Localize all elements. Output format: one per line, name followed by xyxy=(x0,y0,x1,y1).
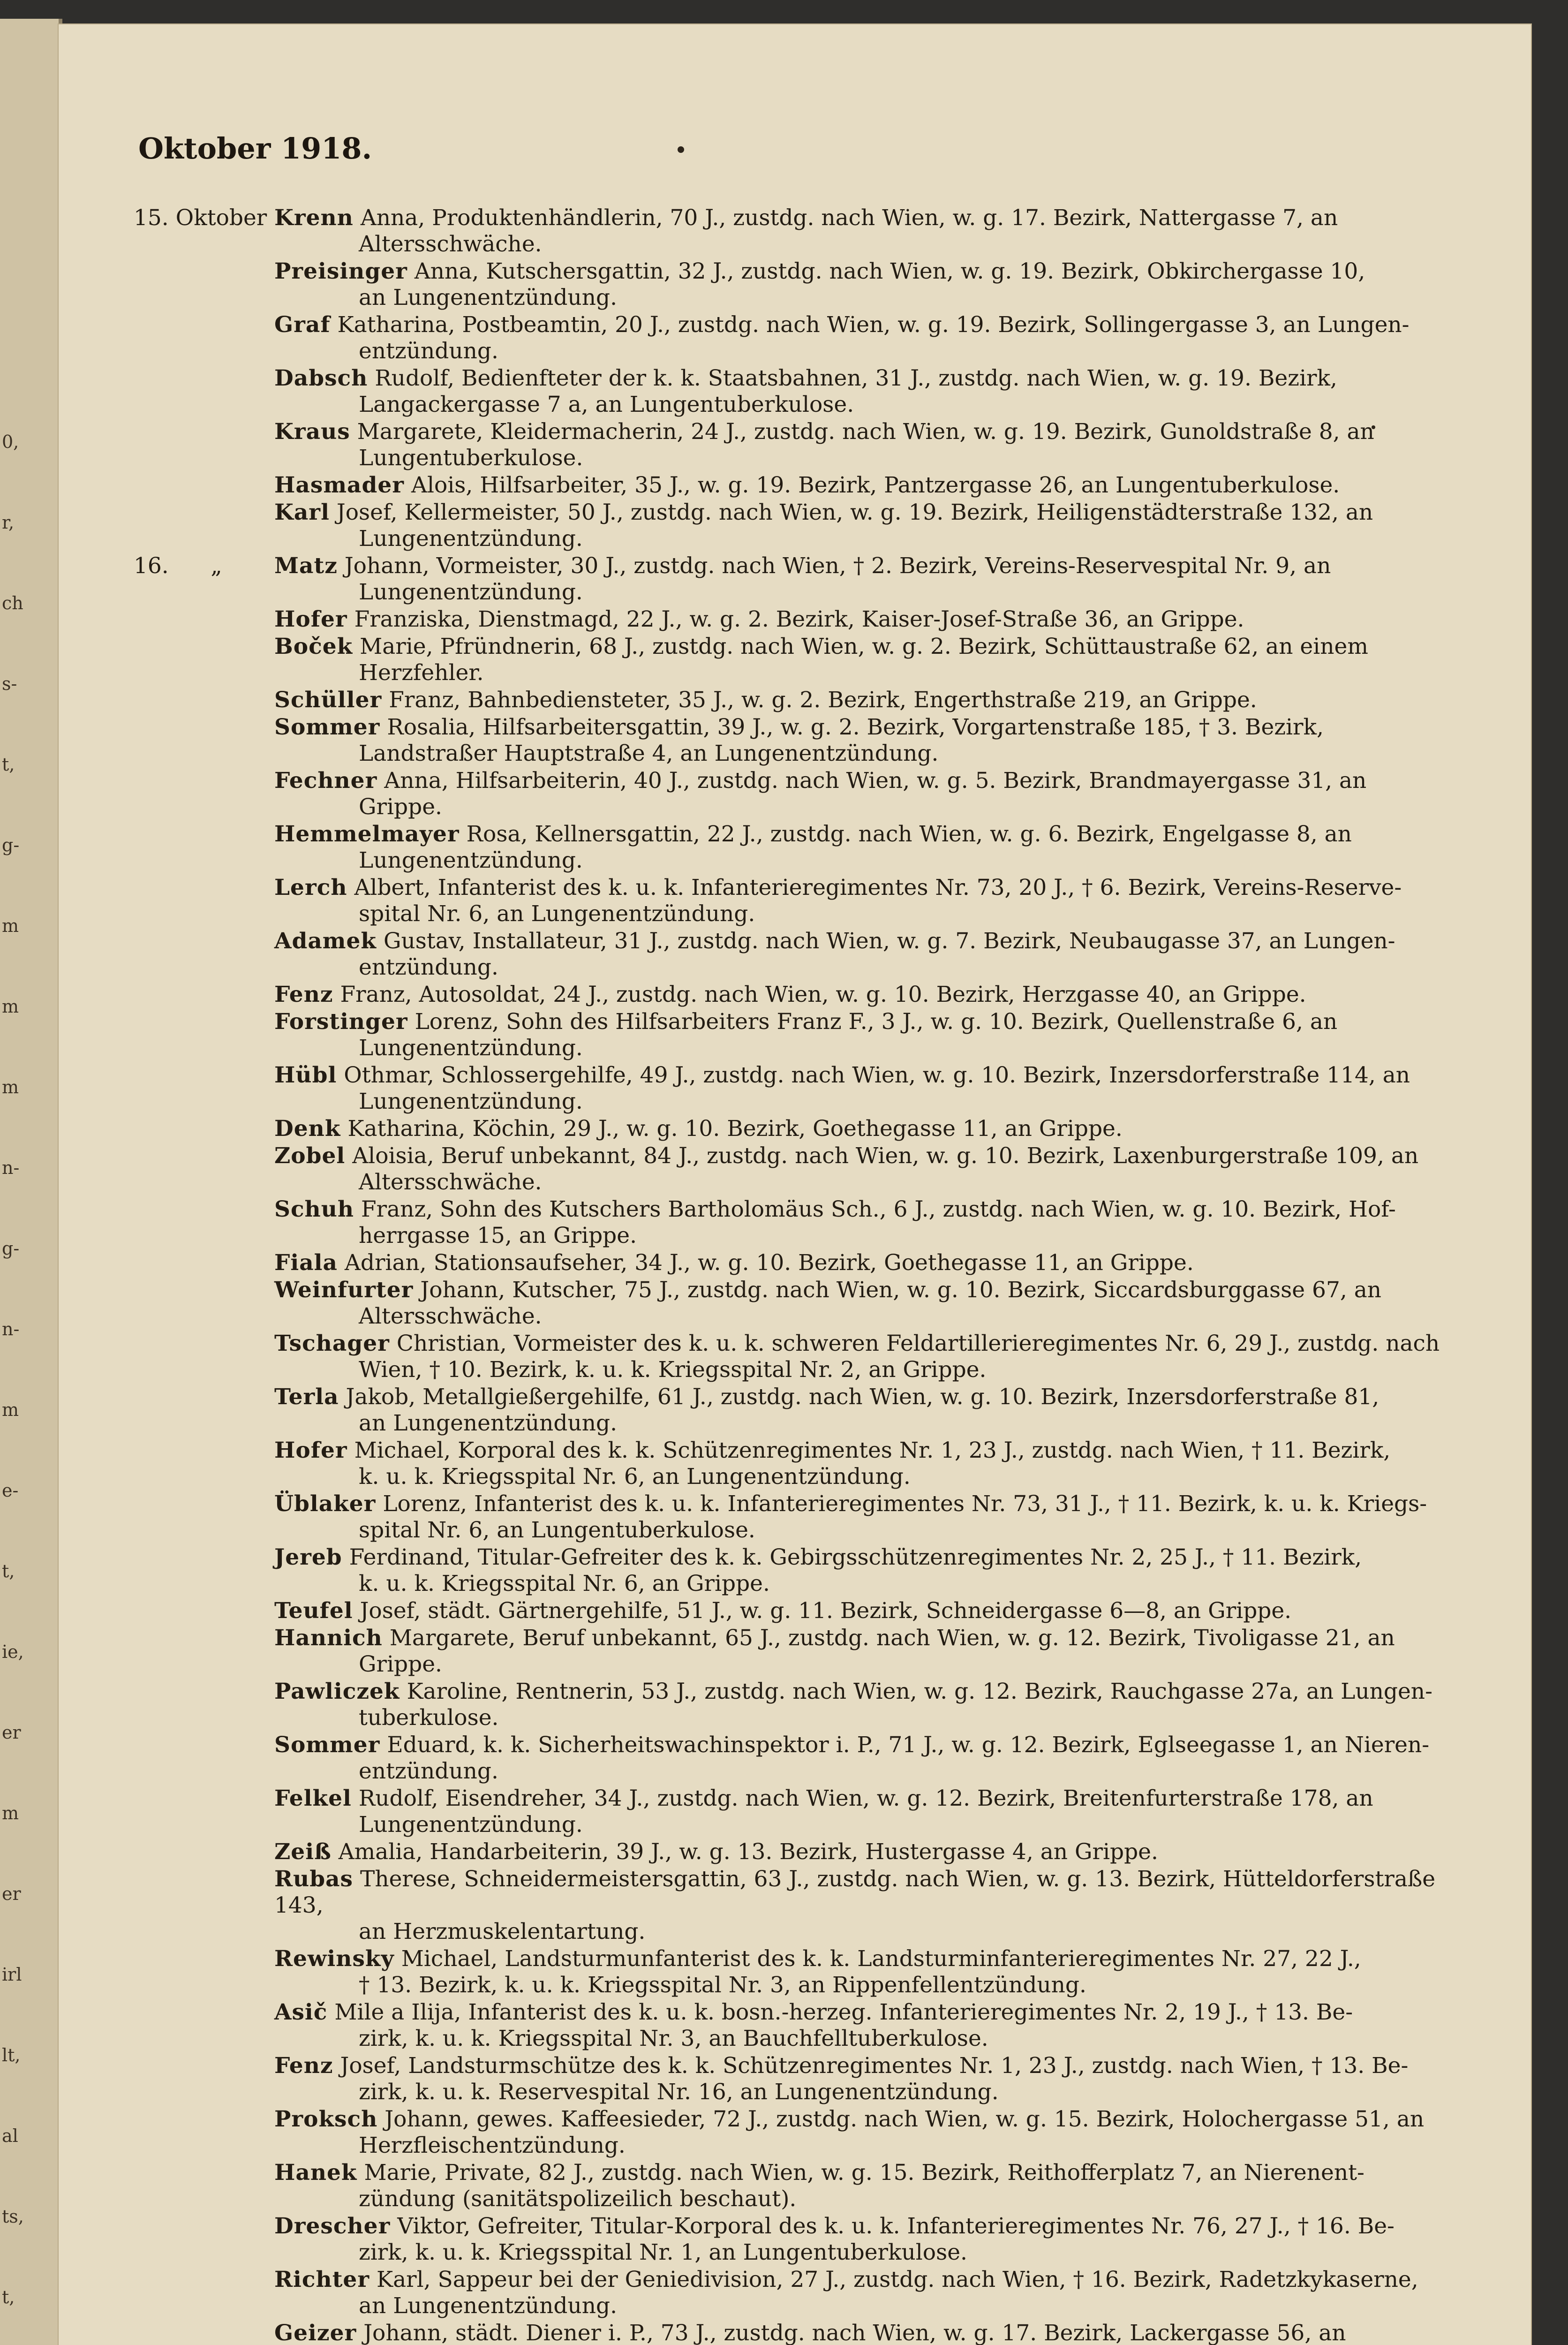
entry-surname: Sommer xyxy=(274,1732,380,1758)
register-entry xyxy=(134,1679,1461,1731)
entry-date xyxy=(134,606,274,633)
entry-details: Alois, Hilfsarbeiter, 35 J., w. g. 19. Bezirk, Pantzergasse 26, an Lungentuberkulose. xyxy=(411,472,1340,498)
entry-date xyxy=(134,1679,274,1731)
previous-page-fragment: n- xyxy=(2,1319,20,1339)
register-entry xyxy=(134,1999,1461,2052)
entry-details: Karl, Sappeur bei der Geniedivision, 27 J., zustdg. nach Wien, † 16. Bezirk, Radetzkykaserne, xyxy=(377,2267,1418,2292)
entry-body xyxy=(274,768,1461,820)
entry-date xyxy=(134,1143,274,1195)
entry-surname: Üblaker xyxy=(274,1491,376,1517)
entry-date xyxy=(134,258,274,311)
entry-body xyxy=(274,714,1461,767)
entry-continuation: entzündung. xyxy=(359,1758,498,1784)
register-entry xyxy=(134,1839,1461,1865)
previous-page-fragment: e- xyxy=(2,1480,19,1501)
register-entry xyxy=(134,1143,1461,1195)
entry-details: Anna, Kutschersgattin, 32 J., zustdg. nach Wien, w. g. 19. Bezirk, Obkirchergasse 10, xyxy=(414,258,1365,284)
previous-page-fragment: g- xyxy=(2,835,20,855)
register-entry xyxy=(134,768,1461,820)
entry-surname: Boček xyxy=(274,634,353,659)
register-entry xyxy=(134,312,1461,364)
register-entry xyxy=(134,634,1461,686)
entry-body xyxy=(274,1598,1461,1624)
entry-details: Viktor, Gefreiter, Titular-Korporal des k. u. k. Infanterieregimentes Nr. 76, 27 J., † 16. Be- xyxy=(397,2213,1395,2239)
entry-surname: Karl xyxy=(274,499,330,525)
previous-page-fragment: ie, xyxy=(2,1642,24,1662)
entry-date xyxy=(134,1062,274,1115)
register-entry xyxy=(134,1331,1461,1383)
register-entry xyxy=(134,2320,1461,2345)
entry-date xyxy=(134,472,274,499)
entry-date: 15. Oktober xyxy=(134,205,267,231)
entry-continuation: Lungenentzündung. xyxy=(359,1089,583,1114)
entry-surname: Preisinger xyxy=(274,258,407,284)
register-entry xyxy=(134,2213,1461,2266)
entry-details: Katharina, Postbeamtin, 20 J., zustdg. nach Wien, w. g. 19. Bezirk, Sollingergasse 3, an Lungen- xyxy=(337,312,1410,338)
entry-surname: Jereb xyxy=(274,1544,342,1570)
entry-body xyxy=(274,687,1461,713)
entry-surname: Sommer xyxy=(274,714,380,740)
entry-date xyxy=(134,1999,274,2052)
entry-surname: Schüller xyxy=(274,687,382,713)
register-entry xyxy=(134,1250,1461,1276)
entry-continuation: Lungentuberkulose. xyxy=(359,445,583,471)
entry-surname: Tschager xyxy=(274,1331,390,1356)
entry-body xyxy=(274,1277,1461,1330)
entry-details: Margarete, Kleidermacherin, 24 J., zustdg. nach Wien, w. g. 19. Bezirk, Gunoldstraße 8, an xyxy=(357,419,1374,445)
previous-page-edge xyxy=(0,19,62,2345)
entry-continuation: Herzfleischentzündung. xyxy=(359,2133,626,2158)
entry-details: Franz, Autosoldat, 24 J., zustdg. nach Wien, w. g. 10. Bezirk, Herzgasse 40, an Grippe. xyxy=(340,982,1306,1007)
previous-page-fragment: n- xyxy=(2,1157,20,1178)
previous-page-fragment: t, xyxy=(2,2287,15,2307)
entry-details: Mile a Ilija, Infanterist des k. u. k. bosn.-herzeg. Infanterieregimentes Nr. 2, 19 J., † 13. Be- xyxy=(334,1999,1353,2025)
register-entry xyxy=(134,205,1461,257)
entry-body xyxy=(274,1544,1461,1597)
entry-date: 16. „ xyxy=(134,553,222,579)
entry-details: Anna, Produktenhändlerin, 70 J., zustdg. nach Wien, w. g. 17. Bezirk, Nattergasse 7, an xyxy=(360,205,1338,231)
entry-continuation: an Lungenentzündung. xyxy=(359,1410,618,1436)
entry-body xyxy=(274,1062,1461,1115)
entry-details: Eduard, k. k. Sicherheitswachinspektor i. P., 71 J., w. g. 12. Bezirk, Eglseegasse 1, an Nieren- xyxy=(387,1732,1430,1758)
entry-body xyxy=(274,2213,1461,2266)
entry-surname: Adamek xyxy=(274,928,377,954)
register-entry xyxy=(134,1598,1461,1624)
previous-page-fragment: t, xyxy=(2,1561,15,1581)
entry-details: Rosa, Kellnersgattin, 22 J., zustdg. nach Wien, w. g. 6. Bezirk, Engelgasse 8, an xyxy=(466,821,1352,847)
register-page xyxy=(59,24,1531,2345)
entry-surname: Hofer xyxy=(274,606,347,632)
entry-details: Josef, städt. Gärtnergehilfe, 51 J., w. g. 11. Bezirk, Schneidergasse 6—8, an Grippe. xyxy=(360,1598,1292,1624)
entry-date xyxy=(134,1732,274,1785)
entry-details: Aloisia, Beruf unbekannt, 84 J., zustdg. nach Wien, w. g. 10. Bezirk, Laxenburgerstraße 109, an xyxy=(352,1143,1419,1169)
entry-body xyxy=(274,2053,1461,2105)
entry-surname: Rubas xyxy=(274,1866,354,1892)
entry-continuation: spital Nr. 6, an Lungenentzündung. xyxy=(359,901,755,927)
entry-details: Jakob, Metallgießergehilfe, 61 J., zustdg. nach Wien, w. g. 10. Bezirk, Inzersdorferstraße 81, xyxy=(346,1384,1380,1410)
entry-date xyxy=(134,982,274,1008)
entry-surname: Terla xyxy=(274,1384,339,1410)
page-header: Oktober 1918. xyxy=(138,131,372,166)
entry-body xyxy=(274,2267,1461,2319)
entry-date xyxy=(134,1384,274,1437)
entry-date xyxy=(134,499,274,552)
entry-details: Josef, Landsturmschütze des k. k. Schützenregimentes Nr. 1, 23 J., zustdg. nach Wien, † 13. Be- xyxy=(340,2053,1409,2079)
entry-details: Marie, Pfründnerin, 68 J., zustdg. nach Wien, w. g. 2. Bezirk, Schüttaustraße 62, an einem xyxy=(360,634,1368,659)
entry-body xyxy=(274,1491,1461,1543)
entry-body xyxy=(274,419,1461,471)
entry-date xyxy=(134,1785,274,1838)
entry-details: Lorenz, Infanterist des k. u. k. Infanterieregimentes Nr. 73, 31 J., † 11. Bezirk, k. u. k. Kriegs- xyxy=(383,1491,1427,1517)
entry-continuation: zirk, k. u. k. Kriegsspital Nr. 1, an Lungentuberkulose. xyxy=(359,2239,967,2265)
entry-body xyxy=(274,1143,1461,1195)
entry-continuation: Altersschwäche. xyxy=(359,231,542,257)
entry-body xyxy=(274,1946,1461,1998)
entry-continuation: † 13. Bezirk, k. u. k. Kriegsspital Nr. 3, an Rippenfellentzündung. xyxy=(359,1972,1086,1998)
entry-details: Rudolf, Bedienfteter der k. k. Staatsbahnen, 31 J., zustdg. nach Wien, w. g. 19. Bezirk, xyxy=(375,365,1337,391)
entry-body xyxy=(274,1999,1461,2052)
register-entry xyxy=(134,714,1461,767)
entry-continuation: Langackergasse 7 a, an Lungentuberkulose. xyxy=(359,392,854,417)
entry-continuation: Lungenentzündung. xyxy=(359,1035,583,1061)
register-entry xyxy=(134,1544,1461,1597)
previous-page-fragment: ts, xyxy=(2,2206,24,2227)
entry-body xyxy=(274,606,1461,633)
entry-body xyxy=(274,1437,1461,1490)
entry-date xyxy=(134,1544,274,1597)
entry-body xyxy=(274,499,1461,552)
entry-details: Amalia, Handarbeiterin, 39 J., w. g. 13. Bezirk, Hustergasse 4, an Grippe. xyxy=(338,1839,1158,1865)
entry-date xyxy=(134,2053,274,2105)
entry-body xyxy=(274,2320,1461,2345)
entry-continuation: Grippe. xyxy=(359,1651,442,1677)
entry-continuation: an Lungenentzündung. xyxy=(359,2293,618,2319)
entry-body xyxy=(274,1732,1461,1785)
entry-surname: Zobel xyxy=(274,1143,346,1169)
entry-continuation: Altersschwäche. xyxy=(359,1169,542,1195)
register-entry xyxy=(134,553,1461,605)
register-entry xyxy=(134,365,1461,418)
entry-date xyxy=(134,1009,274,1061)
register-entry xyxy=(134,472,1461,499)
entry-details: Othmar, Schlossergehilfe, 49 J., zustdg. nach Wien, w. g. 10. Bezirk, Inzersdorferstraße 114, an xyxy=(344,1062,1410,1088)
entry-date xyxy=(134,1277,274,1330)
previous-page-fragment: r, xyxy=(2,512,15,533)
entry-surname: Hannich xyxy=(274,1625,383,1651)
entry-details: Michael, Korporal des k. k. Schützenregimentes Nr. 1, 23 J., zustdg. nach Wien, † 11. Bezirk, xyxy=(354,1437,1391,1463)
register-entry xyxy=(134,1116,1461,1142)
previous-page-fragment: m xyxy=(2,1077,19,1097)
entry-surname: Hemmelmayer xyxy=(274,821,460,847)
entry-surname: Fenz xyxy=(274,982,333,1007)
entry-surname: Fiala xyxy=(274,1250,338,1276)
entry-body xyxy=(274,1384,1461,1437)
entry-surname: Felkel xyxy=(274,1785,352,1811)
entry-body xyxy=(274,1009,1461,1061)
entry-body xyxy=(274,1625,1461,1678)
entry-surname: Fechner xyxy=(274,768,377,794)
entry-body xyxy=(274,982,1461,1008)
entry-continuation: herrgasse 15, an Grippe. xyxy=(359,1223,637,1248)
entry-surname: Hübl xyxy=(274,1062,337,1088)
entry-date xyxy=(134,2267,274,2319)
previous-page-fragment: m xyxy=(2,915,19,936)
entry-date xyxy=(134,312,274,364)
entry-details: Rudolf, Eisendreher, 34 J., zustdg. nach Wien, w. g. 12. Bezirk, Breitenfurterstraße 178, an xyxy=(358,1785,1373,1811)
entry-details: Marie, Private, 82 J., zustdg. nach Wien, w. g. 15. Bezirk, Reithofferplatz 7, an Nierenent- xyxy=(364,2160,1364,2186)
entry-body xyxy=(274,1679,1461,1731)
entry-details: Anna, Hilfsarbeiterin, 40 J., zustdg. nach Wien, w. g. 5. Bezirk, Brandmayergasse 31, an xyxy=(384,768,1367,794)
entry-body xyxy=(274,821,1461,874)
previous-page-fragment: m xyxy=(2,996,19,1017)
previous-page-fragment: er xyxy=(2,1722,21,1743)
entry-surname: Proksch xyxy=(274,2106,378,2132)
entry-surname: Hanek xyxy=(274,2160,357,2186)
register-entry xyxy=(134,499,1461,552)
entry-date xyxy=(134,1437,274,1490)
previous-page-fragment: s- xyxy=(2,673,17,694)
entry-surname: Denk xyxy=(274,1116,341,1142)
register-entry xyxy=(134,1437,1461,1490)
register-entry xyxy=(134,1866,1461,1945)
previous-page-fragment: g- xyxy=(2,1238,20,1259)
previous-page-fragment: 0, xyxy=(2,431,19,452)
entry-date xyxy=(134,2106,274,2159)
entry-continuation: Herzfehler. xyxy=(359,660,484,686)
entry-surname: Dabsch xyxy=(274,365,368,391)
register-entry xyxy=(134,1196,1461,1249)
entry-date xyxy=(134,1866,274,1945)
entry-details: Franz, Bahnbediensteter, 35 J., w. g. 2. Bezirk, Engerthstraße 219, an Grippe. xyxy=(389,687,1257,713)
entry-details: Katharina, Köchin, 29 J., w. g. 10. Bezirk, Goethegasse 11, an Grippe. xyxy=(347,1116,1123,1142)
entry-continuation: zündung (sanitätspolizeilich beschaut). xyxy=(359,2186,797,2212)
entry-continuation: Lungenentzündung. xyxy=(359,579,583,605)
entry-continuation: an Lungenentzündung. xyxy=(359,285,618,310)
entry-body xyxy=(274,472,1461,499)
entry-date xyxy=(134,714,274,767)
entry-details: Karoline, Rentnerin, 53 J., zustdg. nach Wien, w. g. 12. Bezirk, Rauchgasse 27a, an Lungen- xyxy=(407,1679,1432,1704)
entry-continuation: Wien, † 10. Bezirk, k. u. k. Kriegsspital Nr. 2, an Grippe. xyxy=(359,1357,987,1383)
entry-continuation: Lungenentzündung. xyxy=(359,526,583,552)
entry-details: Rosalia, Hilfsarbeitersgattin, 39 J., w. g. 2. Bezirk, Vorgartenstraße 185, † 3. Bezirk, xyxy=(387,714,1324,740)
previous-page-fragment: al xyxy=(2,2126,18,2146)
entry-surname: Hofer xyxy=(274,1437,347,1463)
entry-details: Margarete, Beruf unbekannt, 65 J., zustdg. nach Wien, w. g. 12. Bezirk, Tivoligasse 21, an xyxy=(389,1625,1395,1651)
entry-body xyxy=(274,875,1461,927)
register-entry xyxy=(134,1384,1461,1437)
register-entry xyxy=(134,1009,1461,1061)
entry-date xyxy=(134,1839,274,1865)
register-entry xyxy=(134,2160,1461,2212)
entry-details: Johann, gewes. Kaffeesieder, 72 J., zustdg. nach Wien, w. g. 15. Bezirk, Holochergasse 51, an xyxy=(384,2106,1425,2132)
entry-continuation: Landstraßer Hauptstraße 4, an Lungenentzündung. xyxy=(359,741,939,766)
entry-continuation: k. u. k. Kriegsspital Nr. 6, an Lungenentzündung. xyxy=(359,1464,911,1490)
entry-details: Therese, Schneidermeistersgattin, 63 J., zustdg. nach Wien, w. g. 13. Bezirk, Hütteldorferstraße 143, xyxy=(274,1866,1436,1918)
entry-details: Ferdinand, Titular-Gefreiter des k. k. Gebirgsschützenregimentes Nr. 2, 25 J., † 11. Bezirk, xyxy=(349,1544,1362,1570)
entry-surname: Graf xyxy=(274,312,331,338)
entry-details: Christian, Vormeister des k. u. k. schweren Feldartillerieregimentes Nr. 6, 29 J., zustdg. nach xyxy=(396,1331,1440,1356)
entry-date xyxy=(134,1491,274,1543)
entry-continuation: entzündung. xyxy=(359,954,498,980)
entry-continuation: an Herzmuskelentartung. xyxy=(359,1919,646,1944)
entry-date xyxy=(134,875,274,927)
entry-date xyxy=(134,2213,274,2266)
entry-details: Johann, Vormeister, 30 J., zustdg. nach Wien, † 2. Bezirk, Vereins-Reservespital Nr. 9, an xyxy=(344,553,1331,579)
entry-details: Adrian, Stationsaufseher, 34 J., w. g. 10. Bezirk, Goethegasse 11, an Grippe. xyxy=(344,1250,1194,1276)
entry-date xyxy=(134,2160,274,2212)
previous-page-fragment: lt, xyxy=(2,2045,21,2065)
entry-details: Josef, Kellermeister, 50 J., zustdg. nach Wien, w. g. 19. Bezirk, Heiligenstädterstraße 132, an xyxy=(336,499,1373,525)
entry-date xyxy=(134,821,274,874)
register-entry xyxy=(134,1732,1461,1785)
entry-surname: Zeiß xyxy=(274,1839,332,1865)
entry-date xyxy=(134,1250,274,1276)
entry-body xyxy=(274,553,1461,605)
register-entry xyxy=(134,606,1461,633)
entry-details: Gustav, Installateur, 31 J., zustdg. nach Wien, w. g. 7. Bezirk, Neubaugasse 37, an Lungen- xyxy=(383,928,1395,954)
previous-page-fragment: m xyxy=(2,1803,19,1823)
entry-surname: Drescher xyxy=(274,2213,391,2239)
register-entry xyxy=(134,1277,1461,1330)
entry-surname: Pawliczek xyxy=(274,1679,400,1704)
register-entry xyxy=(134,1062,1461,1115)
entry-surname: Fenz xyxy=(274,2053,333,2079)
entry-body xyxy=(274,2106,1461,2159)
entry-surname: Teufel xyxy=(274,1598,353,1624)
register-entry xyxy=(134,687,1461,713)
entry-details: Franz, Sohn des Kutschers Bartholomäus Sch., 6 J., zustdg. nach Wien, w. g. 10. Bezirk, Hof- xyxy=(361,1196,1396,1222)
entry-body xyxy=(274,1250,1461,1276)
entry-continuation: zirk, k. u. k. Reservespital Nr. 16, an Lungenentzündung. xyxy=(359,2079,999,2105)
register-entry xyxy=(134,1785,1461,1838)
entry-continuation: spital Nr. 6, an Lungentuberkulose. xyxy=(359,1517,755,1543)
entry-details: Johann, Kutscher, 75 J., zustdg. nach Wien, w. g. 10. Bezirk, Siccardsburggasse 67, an xyxy=(420,1277,1382,1303)
entry-body xyxy=(274,258,1461,311)
entry-body xyxy=(274,1785,1461,1838)
entry-body xyxy=(274,1196,1461,1249)
entry-continuation: Altersschwäche. xyxy=(359,1303,542,1329)
register-entry xyxy=(134,2106,1461,2159)
entry-date xyxy=(134,1598,274,1624)
entry-body xyxy=(274,928,1461,981)
register-entry xyxy=(134,2267,1461,2319)
entry-body xyxy=(274,1116,1461,1142)
entry-continuation: Lungenentzündung. xyxy=(359,847,583,873)
register-entry xyxy=(134,258,1461,311)
register-entry xyxy=(134,1625,1461,1678)
entry-date xyxy=(134,687,274,713)
entry-details: Lorenz, Sohn des Hilfsarbeiters Franz F., 3 J., w. g. 10. Bezirk, Quellenstraße 6, an xyxy=(415,1009,1338,1035)
entry-surname: Geizer xyxy=(274,2320,357,2345)
entry-body xyxy=(274,2160,1461,2212)
previous-page-fragment: irl xyxy=(2,1964,22,1985)
entry-continuation: entzündung. xyxy=(359,338,498,364)
previous-page-fragment: ch xyxy=(2,593,23,613)
entry-body xyxy=(274,205,1461,257)
entry-date xyxy=(134,1116,274,1142)
entry-date xyxy=(134,1196,274,1249)
entry-continuation: zirk, k. u. k. Kriegsspital Nr. 3, an Bauchfelltuberkulose. xyxy=(359,2026,988,2051)
entry-continuation: tuberkulose. xyxy=(359,1705,499,1731)
entry-date xyxy=(134,634,274,686)
entry-body xyxy=(274,365,1461,418)
register-entry xyxy=(134,821,1461,874)
register-entry xyxy=(134,419,1461,471)
entry-surname: Kraus xyxy=(274,419,350,445)
entry-continuation: k. u. k. Kriegsspital Nr. 6, an Grippe. xyxy=(359,1571,770,1596)
entry-surname: Forstinger xyxy=(274,1009,408,1035)
entry-date xyxy=(134,2320,274,2345)
register-entry xyxy=(134,928,1461,981)
entry-surname: Lerch xyxy=(274,875,347,900)
entry-surname: Krenn xyxy=(274,205,354,231)
register-entry xyxy=(134,875,1461,927)
previous-page-fragment: er xyxy=(2,1884,21,1904)
entry-date xyxy=(134,1625,274,1678)
entry-surname: Hasmader xyxy=(274,472,405,498)
entry-date xyxy=(134,768,274,820)
entry-body xyxy=(274,1331,1461,1383)
ink-speck xyxy=(678,146,684,153)
entry-body xyxy=(274,312,1461,364)
entry-surname: Weinfurter xyxy=(274,1277,414,1303)
entry-continuation: Grippe. xyxy=(359,794,442,820)
entry-body xyxy=(274,1839,1461,1865)
entry-surname: Richter xyxy=(274,2267,370,2292)
register-entry xyxy=(134,1491,1461,1543)
entry-surname: Schuh xyxy=(274,1196,354,1222)
register-entry xyxy=(134,2053,1461,2105)
register-entry xyxy=(134,982,1461,1008)
entry-surname: Matz xyxy=(274,553,338,579)
register-entry xyxy=(134,1946,1461,1998)
entry-date xyxy=(134,365,274,418)
entry-date xyxy=(134,419,274,471)
previous-page-fragment: t, xyxy=(2,754,15,775)
entry-details: Franziska, Dienstmagd, 22 J., w. g. 2. Bezirk, Kaiser-Josef-Straße 36, an Grippe. xyxy=(354,606,1244,632)
death-register-list xyxy=(134,205,1461,2345)
entry-body xyxy=(274,634,1461,686)
entry-date xyxy=(134,1946,274,1998)
entry-continuation: Lungenentzündung. xyxy=(359,1812,583,1838)
entry-body xyxy=(274,1866,1461,1945)
entry-surname: Rewinsky xyxy=(274,1946,394,1972)
entry-details: Michael, Landsturmunfanterist des k. k. Landsturminfanterieregimentes Nr. 27, 22 J., xyxy=(401,1946,1361,1972)
entry-date xyxy=(134,928,274,981)
entry-date xyxy=(134,1331,274,1383)
entry-details: Johann, städt. Diener i. P., 73 J., zustdg. nach Wien, w. g. 17. Bezirk, Lackergasse 56, an xyxy=(363,2320,1346,2345)
previous-page-fragment: m xyxy=(2,1399,19,1420)
entry-details: Albert, Infanterist des k. u. k. Infanterieregimentes Nr. 73, 20 J., † 6. Bezirk, Vereins-Reserve- xyxy=(354,875,1402,900)
entry-surname: Asič xyxy=(274,1999,328,2025)
